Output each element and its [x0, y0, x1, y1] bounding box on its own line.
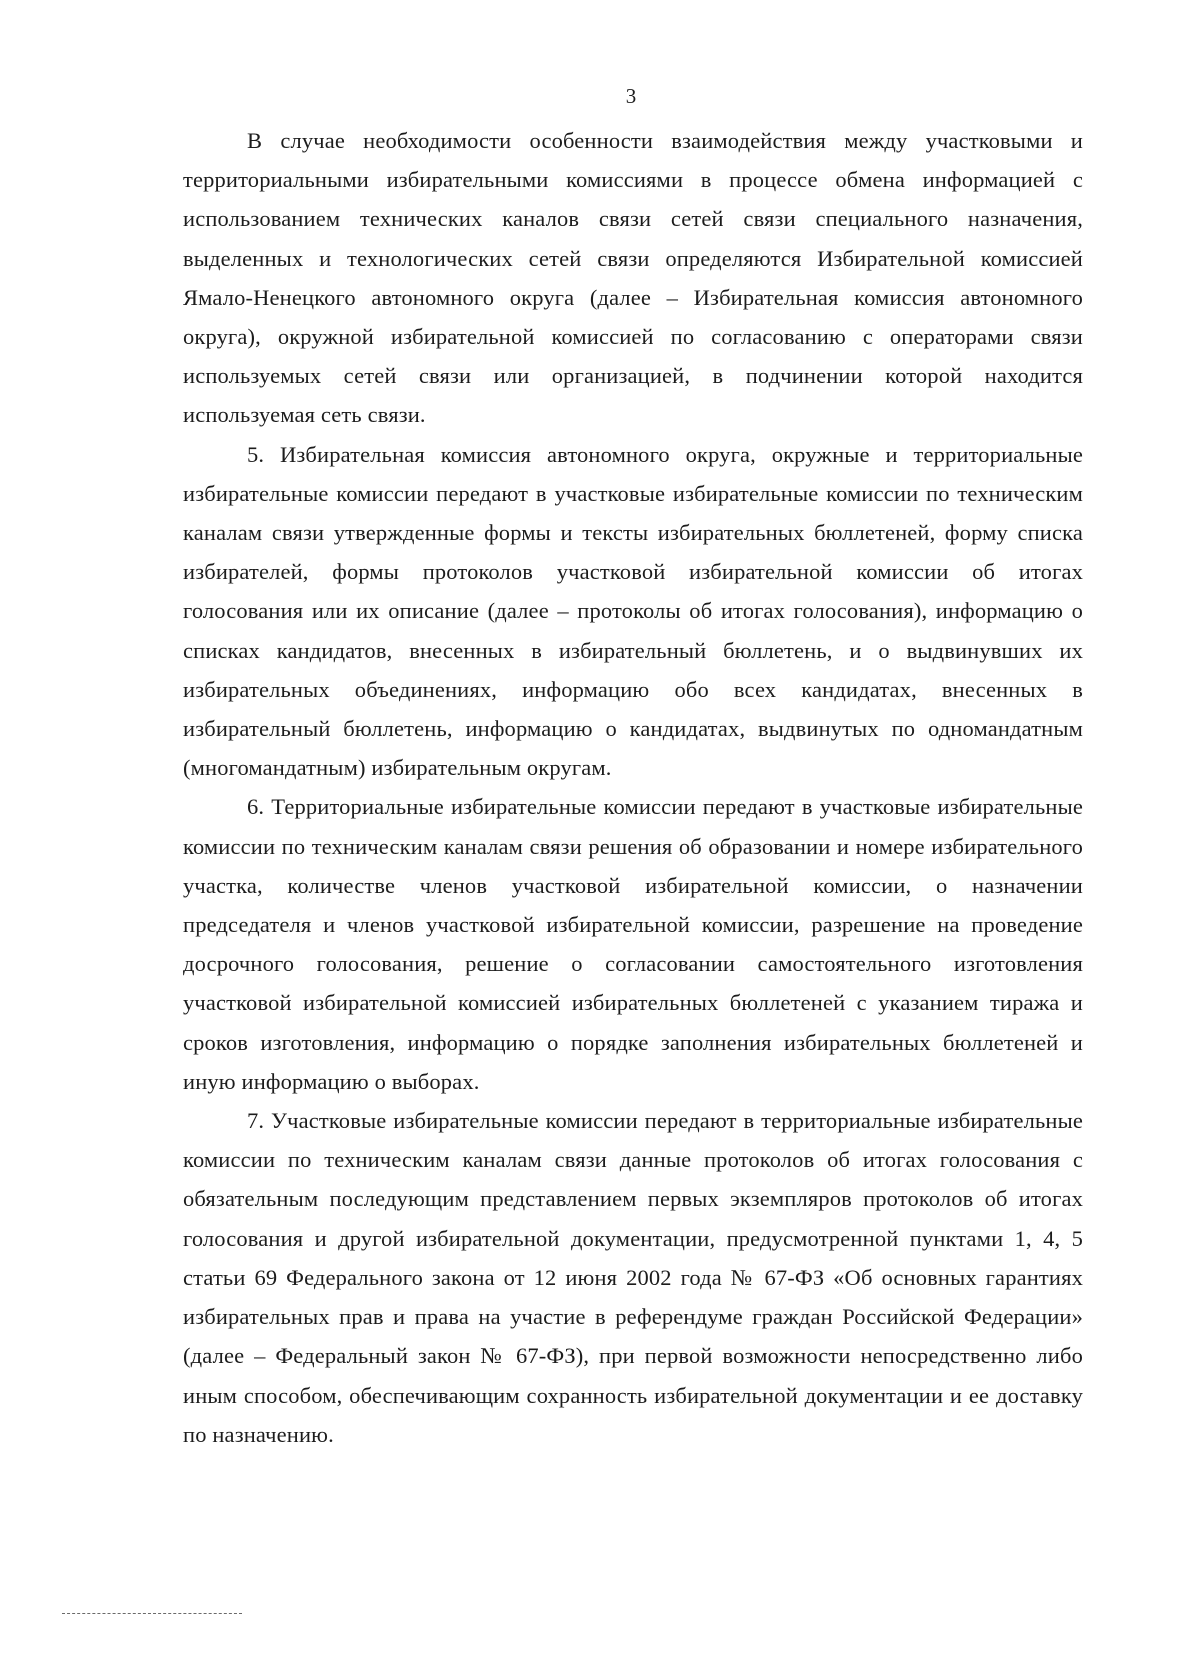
paragraph-item-5: 5. Избирательная комиссия автономного округа, окружные и территориальные избирательные комиссии передают в участковые избирательные комиссии по техническим каналам связи утвержденные формы и тексты избирательных бюллетеней, форму списка избирателей, формы протоколов участковой избирательной комиссии об итогах голосования или их описание (далее – протоколы об итогах голосования), информацию о списках кандидатов, внесенных в избирательный бюллетень, и о выдвинувших их избирательных объединениях, информацию обо всех кандидатах, внесенных в избирательный бюллетень, информацию о кандидатах, выдвинутых по одномандатным (многомандатным) избирательным округам. — [183, 441, 1083, 781]
paragraph-interaction-procedure: В случае необходимости особенности взаимодействия между участковыми и территориальными избирательными комиссиями в процессе обмена информацией с использованием технических каналов связи сетей связи специального назначения, выделенных и технологических сетей связи определяются Избирательной комиссией Ямало-Ненецкого автономного округа (далее – Избирательная комиссия автономного округа), окружной избирательной комиссией по согласованию с операторами связи используемых сетей связи или организацией, в подчинении которой находится используемая сеть связи. — [183, 128, 1083, 428]
paragraph-item-7: 7. Участковые избирательные комиссии передают в территориальные избирательные комиссии по техническим каналам связи данные протоколов об итогах голосования с обязательным последующим представлением первых экземпляров протоколов об итогах голосования и другой избирательной документации, предусмотренной пунктами 1, 4, 5 статьи 69 Федерального закона от 12 июня 2002 года № 67-ФЗ «Об основных гарантиях избирательных прав и права на участие в референдуме граждан Российской Федерации» (далее – Федеральный закон № 67-ФЗ), при первой возможности непосредственно либо иным способом, обеспечивающим сохранность избирательной документации и ее доставку по назначению. — [183, 1108, 1083, 1447]
paragraph-item-6: 6. Территориальные избирательные комиссии передают в участковые избирательные комиссии по техническим каналам связи решения об образовании и номере избирательного участка, количестве членов участковой избирательной комиссии, о назначении председателя и членов участковой избирательной комиссии, разрешение на проведение досрочного голосования, решение о согласовании самостоятельного изготовления участковой избирательной комиссией избирательных бюллетеней с указанием тиража и сроков изготовления, информацию о порядке заполнения избирательных бюллетеней и иную информацию о выборах. — [183, 794, 1083, 1094]
page-number: 3 — [625, 84, 637, 108]
footer-dashed-rule — [62, 1613, 242, 1614]
document-body — [183, 121, 1083, 1454]
